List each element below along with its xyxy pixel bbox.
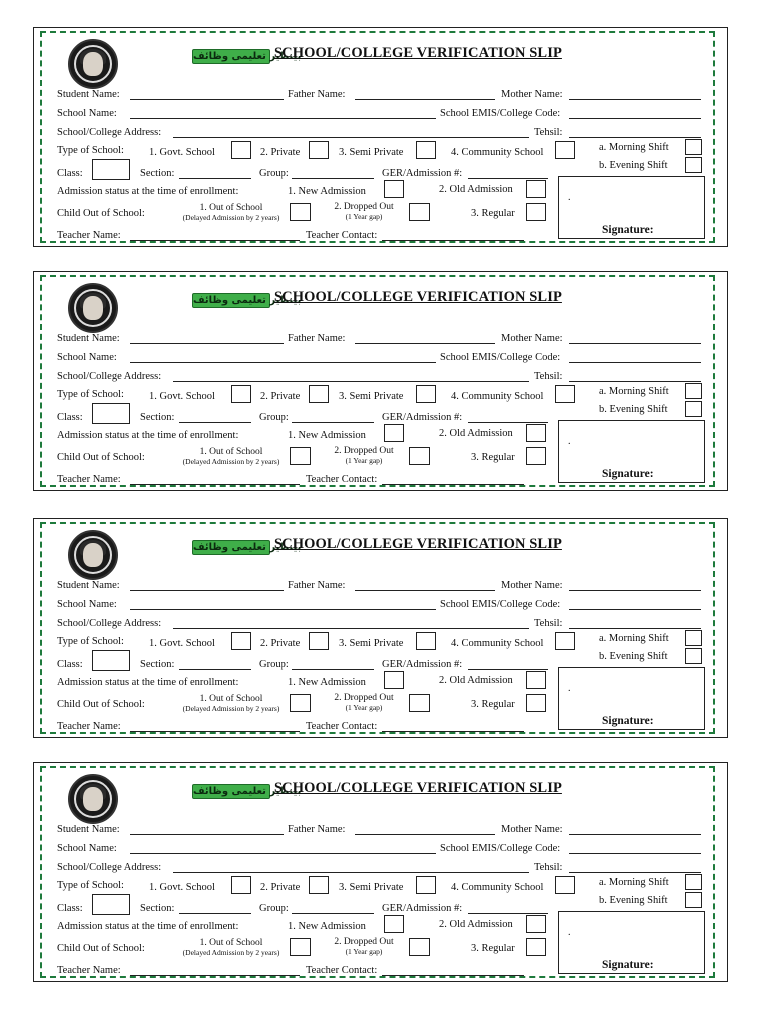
new-admission-checkbox[interactable] — [384, 915, 404, 933]
teacher-contact-label: Teacher Contact: — [306, 474, 378, 485]
community-school-checkbox[interactable] — [555, 385, 575, 403]
teacher-name-field[interactable] — [130, 975, 300, 976]
new-admission-label: 1. New Admission — [288, 677, 366, 688]
evening-shift-label: b. Evening Shift — [599, 895, 668, 906]
evening-shift-label: b. Evening Shift — [599, 651, 668, 662]
section-field[interactable] — [179, 669, 251, 670]
dropped-out-label: 2. Dropped Out — [334, 693, 394, 703]
private-label: 2. Private — [260, 638, 301, 649]
ger-admission-label: GER/Admission #: — [382, 903, 463, 914]
community-school-checkbox[interactable] — [555, 632, 575, 650]
dropped-out-note: (1 Year gap) — [345, 456, 383, 465]
signature-box[interactable]: . Signature: — [558, 911, 705, 974]
school-name-field[interactable] — [130, 853, 436, 854]
type-of-school-label: Type of School: — [57, 880, 124, 891]
group-label: Group: — [259, 412, 289, 423]
govt-school-label: 1. Govt. School — [149, 638, 215, 649]
semi-private-checkbox[interactable] — [416, 385, 436, 403]
signature-label: Signature: — [602, 468, 654, 480]
school-name-label: School Name: — [57, 108, 117, 119]
out-of-school-label: 1. Out of School — [199, 694, 263, 704]
section-label: Section: — [140, 903, 175, 914]
student-name-field[interactable] — [130, 590, 284, 591]
seal-logo-icon — [68, 774, 118, 824]
teacher-contact-field[interactable] — [382, 240, 524, 241]
father-name-field[interactable] — [355, 99, 495, 100]
urdu-program-badge: بینظیر تعلیمی وظائف — [193, 786, 302, 797]
address-label: School/College Address: — [57, 371, 162, 382]
section-field[interactable] — [179, 422, 251, 423]
urdu-program-badge: بینظیر تعلیمی وظائف — [193, 51, 302, 62]
slip-title: SCHOOL/COLLEGE VERIFICATION SLIP — [274, 45, 562, 61]
slip-title: SCHOOL/COLLEGE VERIFICATION SLIP — [274, 536, 562, 552]
new-admission-checkbox[interactable] — [384, 424, 404, 442]
mother-name-field[interactable] — [569, 99, 701, 100]
class-input[interactable] — [92, 403, 130, 424]
semi-private-label: 3. Semi Private — [339, 147, 404, 158]
ger-admission-label: GER/Admission #: — [382, 412, 463, 423]
ger-admission-field[interactable] — [468, 669, 548, 670]
address-label: School/College Address: — [57, 127, 162, 138]
evening-shift-checkbox[interactable] — [685, 648, 702, 664]
address-field[interactable] — [173, 628, 529, 629]
section-label: Section: — [140, 168, 175, 179]
semi-private-checkbox[interactable] — [416, 632, 436, 650]
dropped-out-note: (1 Year gap) — [345, 947, 383, 956]
tehsil-label: Tehsil: — [534, 371, 563, 382]
group-label: Group: — [259, 168, 289, 179]
teacher-contact-field[interactable] — [382, 484, 524, 485]
semi-private-label: 3. Semi Private — [339, 882, 404, 893]
private-checkbox[interactable] — [309, 141, 329, 159]
teacher-contact-field[interactable] — [382, 975, 524, 976]
admission-status-label: Admission status at the time of enrollment: — [57, 921, 239, 932]
verification-slip — [33, 518, 728, 738]
admission-status-label: Admission status at the time of enrollment: — [57, 186, 239, 197]
father-name-label: Father Name: — [288, 89, 346, 100]
out-of-school-note: (Delayed Admission by 2 years) — [182, 948, 280, 957]
tehsil-field[interactable] — [569, 137, 701, 138]
section-label: Section: — [140, 412, 175, 423]
dropped-out-checkbox[interactable] — [409, 203, 430, 221]
out-of-school-note: (Delayed Admission by 2 years) — [182, 704, 280, 713]
ger-admission-field[interactable] — [468, 913, 548, 914]
tehsil-label: Tehsil: — [534, 127, 563, 138]
ger-admission-label: GER/Admission #: — [382, 168, 463, 179]
school-emis-label: School EMIS/College Code: — [440, 599, 561, 610]
student-name-label: Student Name: — [57, 824, 120, 835]
address-label: School/College Address: — [57, 862, 162, 873]
section-field[interactable] — [179, 178, 251, 179]
class-input[interactable] — [92, 894, 130, 915]
dropped-out-checkbox[interactable] — [409, 694, 430, 712]
address-field[interactable] — [173, 137, 529, 138]
out-of-school-note: (Delayed Admission by 2 years) — [182, 457, 280, 466]
teacher-name-field[interactable] — [130, 484, 300, 485]
signature-box[interactable]: . Signature: — [558, 667, 705, 730]
out-of-school-checkbox[interactable] — [290, 938, 311, 956]
community-school-checkbox[interactable] — [555, 141, 575, 159]
out-of-school-checkbox[interactable] — [290, 694, 311, 712]
govt-school-checkbox[interactable] — [231, 385, 251, 403]
dropped-out-label: 2. Dropped Out — [334, 446, 394, 456]
verification-slip — [33, 271, 728, 491]
seal-logo-icon — [68, 283, 118, 333]
school-name-field[interactable] — [130, 609, 436, 610]
father-name-field[interactable] — [355, 343, 495, 344]
child-out-label: Child Out of School: — [57, 943, 145, 954]
mother-name-label: Mother Name: — [501, 89, 563, 100]
out-of-school-label: 1. Out of School — [199, 203, 263, 213]
mother-name-label: Mother Name: — [501, 824, 563, 835]
out-of-school-label: 1. Out of School — [199, 938, 263, 948]
regular-label: 3. Regular — [471, 208, 515, 219]
regular-label: 3. Regular — [471, 943, 515, 954]
community-school-label: 4. Community School — [451, 638, 544, 649]
admission-status-label: Admission status at the time of enrollment: — [57, 430, 239, 441]
teacher-name-label: Teacher Name: — [57, 965, 121, 976]
govt-school-checkbox[interactable] — [231, 876, 251, 894]
teacher-contact-label: Teacher Contact: — [306, 721, 378, 732]
signature-box[interactable]: . Signature: — [558, 176, 705, 239]
address-field[interactable] — [173, 872, 529, 873]
tehsil-field[interactable] — [569, 628, 701, 629]
address-field[interactable] — [173, 381, 529, 382]
private-label: 2. Private — [260, 147, 301, 158]
teacher-name-field[interactable] — [130, 240, 300, 241]
evening-shift-checkbox[interactable] — [685, 892, 702, 908]
class-label: Class: — [57, 168, 83, 179]
morning-shift-label: a. Morning Shift — [599, 142, 669, 153]
teacher-name-label: Teacher Name: — [57, 721, 121, 732]
community-school-label: 4. Community School — [451, 882, 544, 893]
school-name-field[interactable] — [130, 118, 436, 119]
father-name-label: Father Name: — [288, 333, 346, 344]
semi-private-label: 3. Semi Private — [339, 391, 404, 402]
govt-school-label: 1. Govt. School — [149, 147, 215, 158]
child-out-label: Child Out of School: — [57, 452, 145, 463]
seal-logo-icon — [68, 39, 118, 89]
regular-checkbox[interactable] — [526, 694, 546, 712]
new-admission-checkbox[interactable] — [384, 671, 404, 689]
signature-label: Signature: — [602, 224, 654, 236]
old-admission-label: 2. Old Admission — [439, 919, 513, 930]
dropped-out-label: 2. Dropped Out — [334, 202, 394, 212]
mother-name-label: Mother Name: — [501, 580, 563, 591]
school-name-label: School Name: — [57, 352, 117, 363]
new-admission-label: 1. New Admission — [288, 430, 366, 441]
morning-shift-checkbox[interactable] — [685, 630, 702, 646]
old-admission-label: 2. Old Admission — [439, 184, 513, 195]
verification-slip — [33, 27, 728, 247]
new-admission-checkbox[interactable] — [384, 180, 404, 198]
urdu-program-badge: بینظیر تعلیمی وظائف — [193, 542, 302, 553]
community-school-checkbox[interactable] — [555, 876, 575, 894]
student-name-label: Student Name: — [57, 89, 120, 100]
student-name-label: Student Name: — [57, 333, 120, 344]
verification-slip — [33, 762, 728, 982]
dropped-out-checkbox[interactable] — [409, 447, 430, 465]
father-name-label: Father Name: — [288, 824, 346, 835]
ger-admission-label: GER/Admission #: — [382, 659, 463, 670]
morning-shift-label: a. Morning Shift — [599, 386, 669, 397]
morning-shift-label: a. Morning Shift — [599, 877, 669, 888]
tehsil-label: Tehsil: — [534, 862, 563, 873]
morning-shift-label: a. Morning Shift — [599, 633, 669, 644]
govt-school-label: 1. Govt. School — [149, 882, 215, 893]
dropped-out-checkbox[interactable] — [409, 938, 430, 956]
school-emis-field[interactable] — [569, 118, 701, 119]
school-emis-field[interactable] — [569, 853, 701, 854]
out-of-school-label: 1. Out of School — [199, 447, 263, 457]
old-admission-label: 2. Old Admission — [439, 675, 513, 686]
section-field[interactable] — [179, 913, 251, 914]
student-name-label: Student Name: — [57, 580, 120, 591]
teacher-name-label: Teacher Name: — [57, 474, 121, 485]
regular-checkbox[interactable] — [526, 203, 546, 221]
evening-shift-label: b. Evening Shift — [599, 160, 668, 171]
tehsil-field[interactable] — [569, 872, 701, 873]
type-of-school-label: Type of School: — [57, 636, 124, 647]
admission-status-label: Admission status at the time of enrollment: — [57, 677, 239, 688]
old-admission-checkbox[interactable] — [526, 915, 546, 933]
dropped-out-note: (1 Year gap) — [345, 212, 383, 221]
community-school-label: 4. Community School — [451, 391, 544, 402]
evening-shift-checkbox[interactable] — [685, 157, 702, 173]
student-name-field[interactable] — [130, 343, 284, 344]
out-of-school-checkbox[interactable] — [290, 203, 311, 221]
school-emis-field[interactable] — [569, 609, 701, 610]
slip-title: SCHOOL/COLLEGE VERIFICATION SLIP — [274, 780, 562, 796]
school-emis-field[interactable] — [569, 362, 701, 363]
old-admission-checkbox[interactable] — [526, 671, 546, 689]
slip-title: SCHOOL/COLLEGE VERIFICATION SLIP — [274, 289, 562, 305]
ger-admission-field[interactable] — [468, 178, 548, 179]
signature-label: Signature: — [602, 715, 654, 727]
evening-shift-checkbox[interactable] — [685, 401, 702, 417]
school-name-label: School Name: — [57, 599, 117, 610]
semi-private-checkbox[interactable] — [416, 141, 436, 159]
private-checkbox[interactable] — [309, 385, 329, 403]
regular-label: 3. Regular — [471, 699, 515, 710]
dropped-out-label: 2. Dropped Out — [334, 937, 394, 947]
semi-private-checkbox[interactable] — [416, 876, 436, 894]
type-of-school-label: Type of School: — [57, 389, 124, 400]
teacher-name-label: Teacher Name: — [57, 230, 121, 241]
tehsil-label: Tehsil: — [534, 618, 563, 629]
mother-name-field[interactable] — [569, 590, 701, 591]
private-label: 2. Private — [260, 391, 301, 402]
private-checkbox[interactable] — [309, 876, 329, 894]
group-field[interactable] — [292, 178, 374, 179]
group-label: Group: — [259, 659, 289, 670]
class-input[interactable] — [92, 159, 130, 180]
ger-admission-field[interactable] — [468, 422, 548, 423]
class-input[interactable] — [92, 650, 130, 671]
new-admission-label: 1. New Admission — [288, 186, 366, 197]
out-of-school-checkbox[interactable] — [290, 447, 311, 465]
mother-name-label: Mother Name: — [501, 333, 563, 344]
community-school-label: 4. Community School — [451, 147, 544, 158]
govt-school-checkbox[interactable] — [231, 141, 251, 159]
regular-label: 3. Regular — [471, 452, 515, 463]
semi-private-label: 3. Semi Private — [339, 638, 404, 649]
seal-logo-icon — [68, 530, 118, 580]
child-out-label: Child Out of School: — [57, 208, 145, 219]
group-field[interactable] — [292, 913, 374, 914]
morning-shift-checkbox[interactable] — [685, 383, 702, 399]
group-field[interactable] — [292, 422, 374, 423]
new-admission-label: 1. New Admission — [288, 921, 366, 932]
group-field[interactable] — [292, 669, 374, 670]
dropped-out-note: (1 Year gap) — [345, 703, 383, 712]
class-label: Class: — [57, 903, 83, 914]
father-name-field[interactable] — [355, 834, 495, 835]
regular-checkbox[interactable] — [526, 938, 546, 956]
father-name-label: Father Name: — [288, 580, 346, 591]
child-out-label: Child Out of School: — [57, 699, 145, 710]
group-label: Group: — [259, 903, 289, 914]
mother-name-field[interactable] — [569, 834, 701, 835]
old-admission-checkbox[interactable] — [526, 424, 546, 442]
private-checkbox[interactable] — [309, 632, 329, 650]
signature-label: Signature: — [602, 959, 654, 971]
student-name-field[interactable] — [130, 834, 284, 835]
father-name-field[interactable] — [355, 590, 495, 591]
tehsil-field[interactable] — [569, 381, 701, 382]
type-of-school-label: Type of School: — [57, 145, 124, 156]
old-admission-checkbox[interactable] — [526, 180, 546, 198]
school-name-field[interactable] — [130, 362, 436, 363]
out-of-school-note: (Delayed Admission by 2 years) — [182, 213, 280, 222]
class-label: Class: — [57, 412, 83, 423]
evening-shift-label: b. Evening Shift — [599, 404, 668, 415]
govt-school-checkbox[interactable] — [231, 632, 251, 650]
private-label: 2. Private — [260, 882, 301, 893]
school-emis-label: School EMIS/College Code: — [440, 108, 561, 119]
teacher-contact-label: Teacher Contact: — [306, 965, 378, 976]
teacher-name-field[interactable] — [130, 731, 300, 732]
class-label: Class: — [57, 659, 83, 670]
urdu-program-badge: بینظیر تعلیمی وظائف — [193, 295, 302, 306]
signature-box[interactable]: . Signature: — [558, 420, 705, 483]
old-admission-label: 2. Old Admission — [439, 428, 513, 439]
teacher-contact-field[interactable] — [382, 731, 524, 732]
address-label: School/College Address: — [57, 618, 162, 629]
teacher-contact-label: Teacher Contact: — [306, 230, 378, 241]
student-name-field[interactable] — [130, 99, 284, 100]
morning-shift-checkbox[interactable] — [685, 874, 702, 890]
school-emis-label: School EMIS/College Code: — [440, 352, 561, 363]
regular-checkbox[interactable] — [526, 447, 546, 465]
morning-shift-checkbox[interactable] — [685, 139, 702, 155]
section-label: Section: — [140, 659, 175, 670]
govt-school-label: 1. Govt. School — [149, 391, 215, 402]
school-emis-label: School EMIS/College Code: — [440, 843, 561, 854]
school-name-label: School Name: — [57, 843, 117, 854]
mother-name-field[interactable] — [569, 343, 701, 344]
